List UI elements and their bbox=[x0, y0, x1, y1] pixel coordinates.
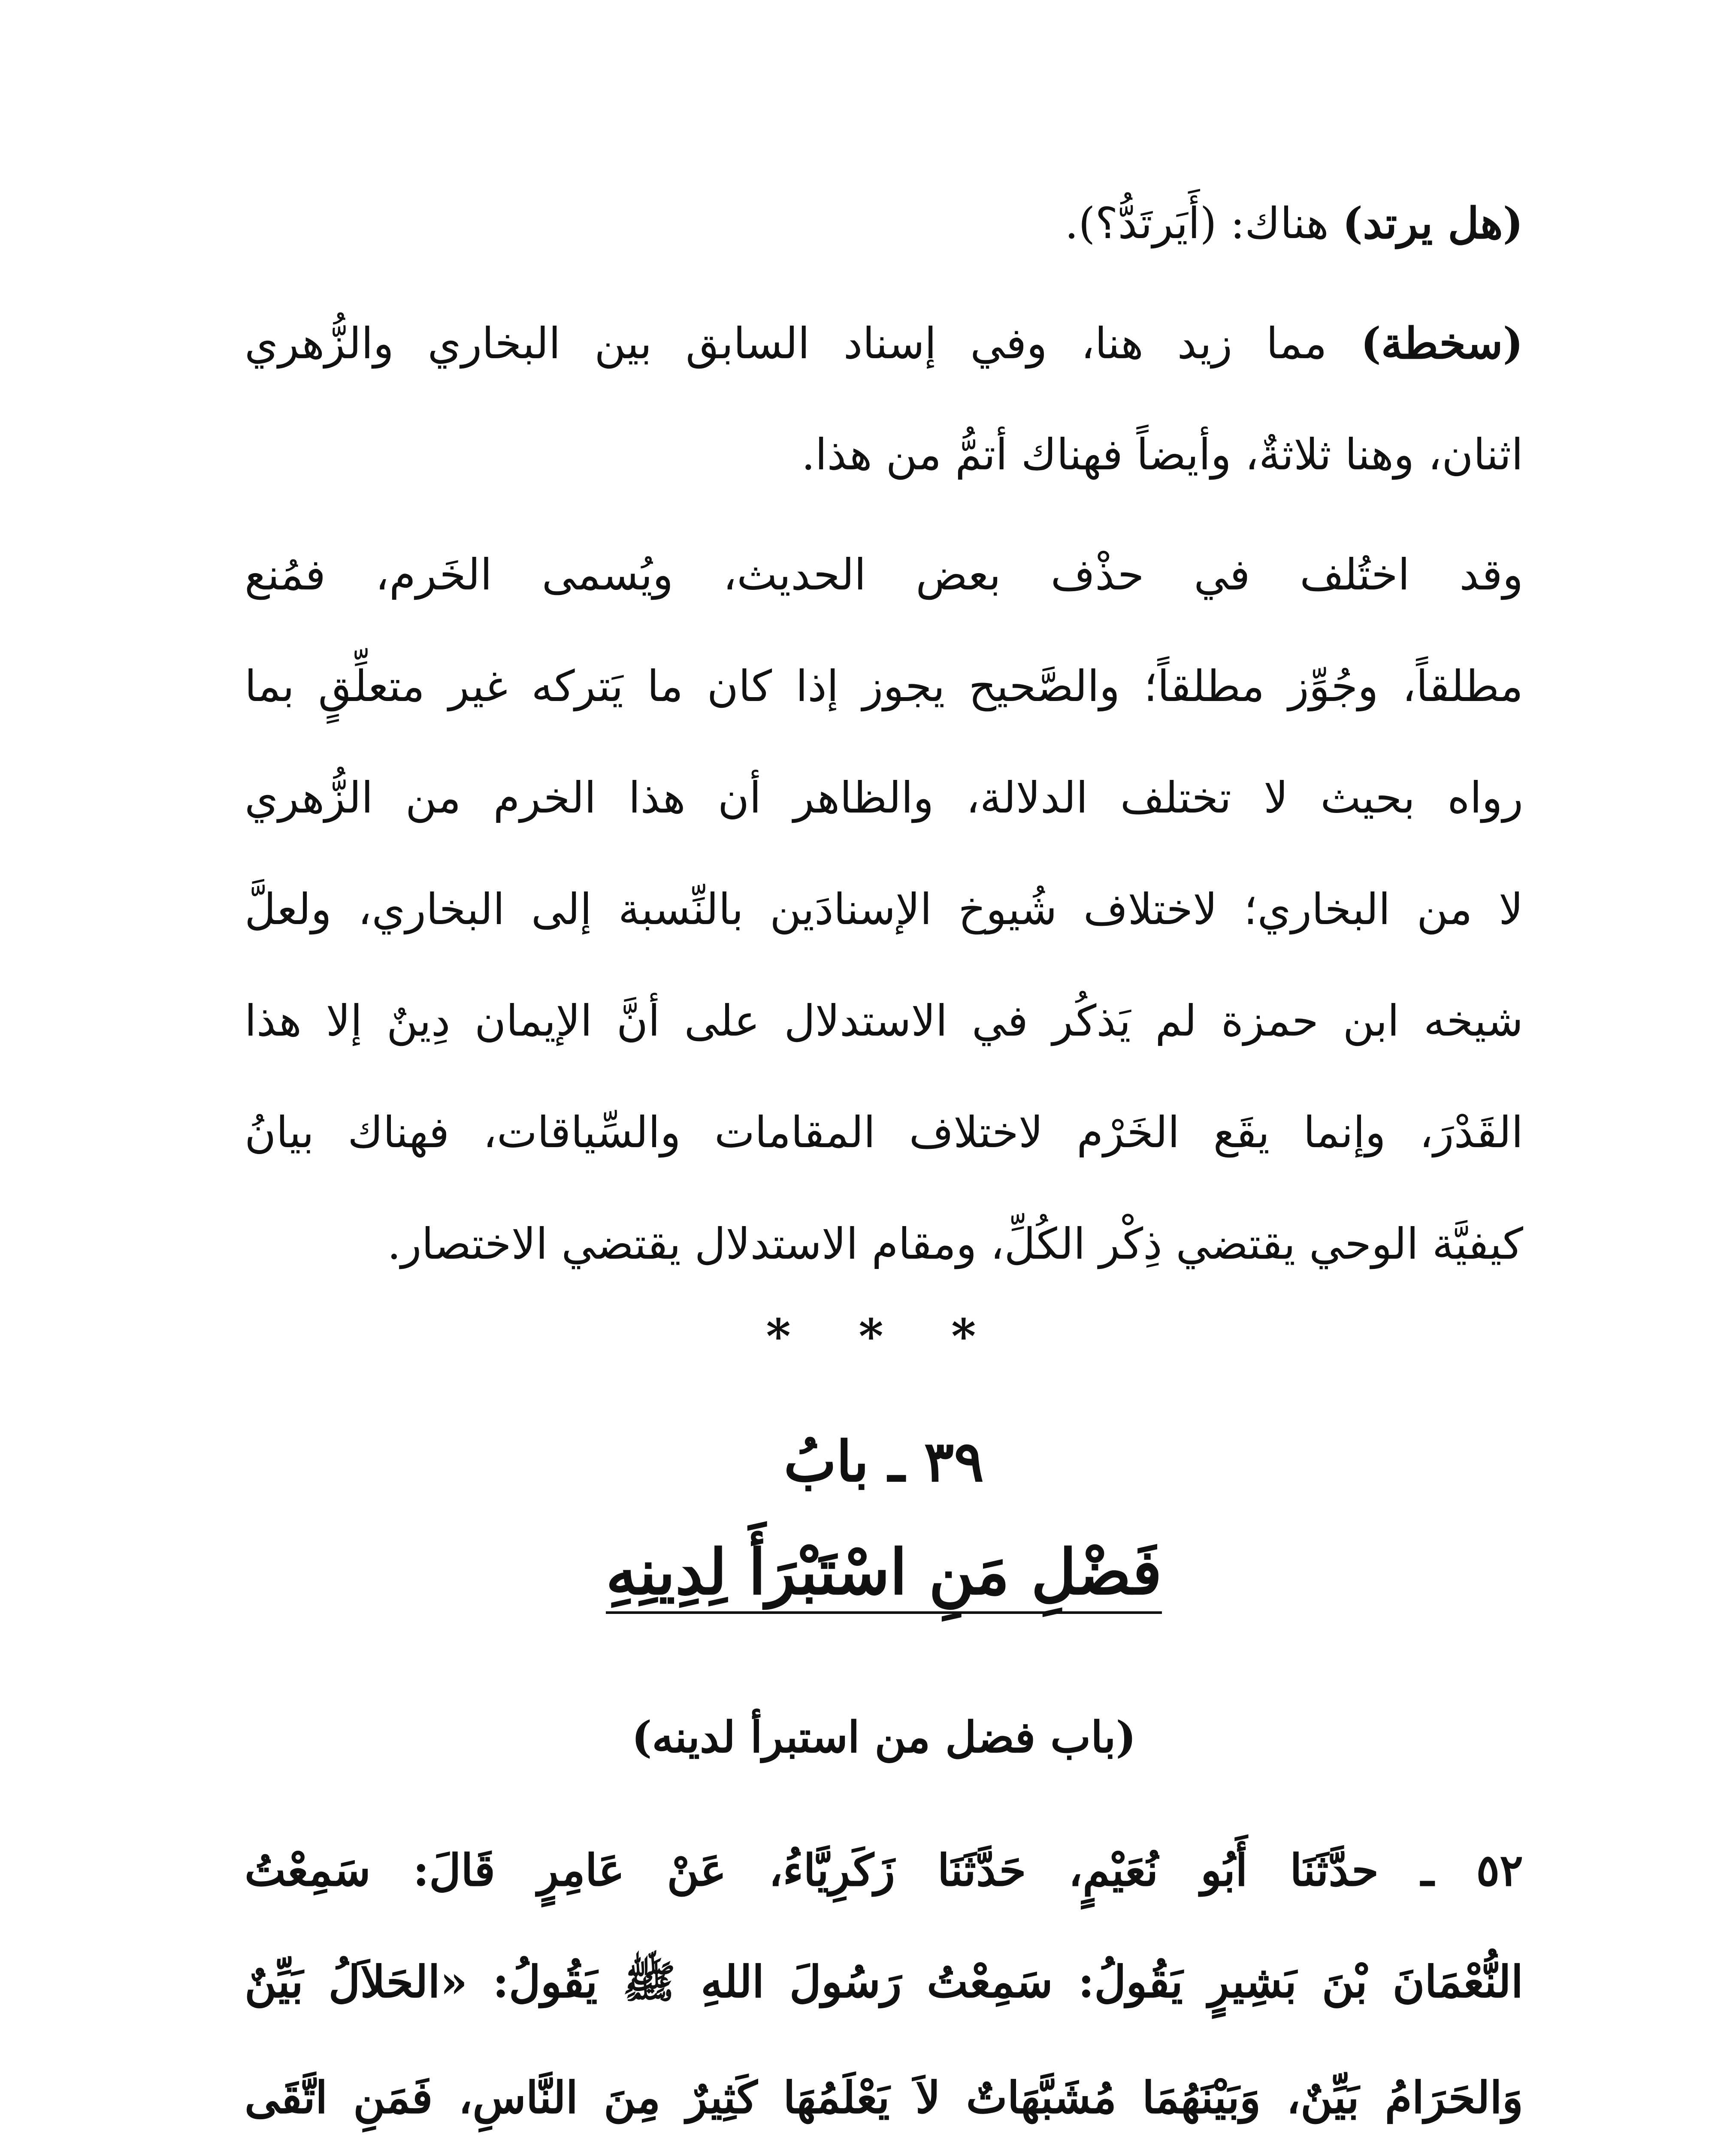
hadith-line: وَالحَرَامُ بَيِّنٌ، وَبَيْنَهُمَا مُشَبَّهَاتٌ لاَ يَعْلَمُهَا كَثِيرٌ مِنَ النَّاسِ، فَمَنِ اتَّقَى bbox=[245, 2072, 1523, 2124]
commentary-term: (سخطة) bbox=[1361, 318, 1523, 369]
commentary-line: رواه بحيث لا تختلف الدلالة، والظاهر أن هذا الخرم من الزُّهري bbox=[245, 773, 1523, 823]
chapter-title-text: فَضْلِ مَنِ اسْتَبْرَأَ لِدِينِهِ bbox=[606, 1536, 1162, 1614]
commentary-line: القَدْرَ، وإنما يقَع الخَرْم لاختلاف المقامات والسِّياقات، فهناك بيانُ bbox=[245, 1107, 1523, 1157]
commentary-line bbox=[245, 193, 1523, 254]
commentary-term: (هل يرتد) bbox=[1342, 198, 1523, 248]
commentary-line: مطلقاً، وجُوِّز مطلقاً؛ والصَّحيح يجوز إذا كان ما يَتركه غير متعلِّقٍ بما bbox=[245, 661, 1523, 711]
chapter-title bbox=[245, 1536, 1523, 1609]
section-separator: * * * bbox=[766, 1308, 1002, 1364]
commentary-line bbox=[245, 313, 1523, 374]
chapter-number: ٣٩ ـ بابُ bbox=[783, 1429, 984, 1494]
commentary-line: اثنان، وهنا ثلاثةٌ، وأيضاً فهناك أتمُّ من هذا. bbox=[801, 429, 1523, 480]
hadith-line: ٥٢ ـ حدَّثَنَا أَبُو نُعَيْمٍ، حَدَّثَنَا زَكَرِيَّاءُ، عَنْ عَامِرٍ قَالَ: سَمِعْتُ bbox=[245, 1845, 1523, 1896]
commentary-line: وقد اختُلف في حذْف بعض الحديث، ويُسمى الخَرم، فمُنع bbox=[245, 550, 1523, 600]
hadith-line: النُّعْمَانَ بْنَ بَشِيرٍ يَقُولُ: سَمِعْتُ رَسُولَ اللهِ ﷺ يَقُولُ: «الحَلاَلُ بَيِّنٌ bbox=[245, 1956, 1523, 2008]
book-page bbox=[245, 0, 1523, 2145]
commentary-text: مما زيد هنا، وفي إسناد السابق بين البخاري والزُّهري bbox=[245, 318, 1361, 369]
commentary-line: كيفيَّة الوحي يقتضي ذِكْر الكُلِّ، ومقام الاستدلال يقتضي الاختصار. bbox=[387, 1219, 1523, 1269]
commentary-line: شيخه ابن حمزة لم يَذكُر في الاستدلال على أنَّ الإيمان دِينٌ إلا هذا bbox=[245, 996, 1523, 1046]
commentary-text: هناك: (أَيَرتَدُّ؟). bbox=[1065, 198, 1343, 248]
commentary-line: لا من البخاري؛ لاختلاف شُيوخ الإسنادَين بالنِّسبة إلى البخاري، ولعلَّ bbox=[245, 884, 1523, 934]
chapter-subheading: (باب فضل من استبرأ لدينه) bbox=[632, 1712, 1136, 1762]
